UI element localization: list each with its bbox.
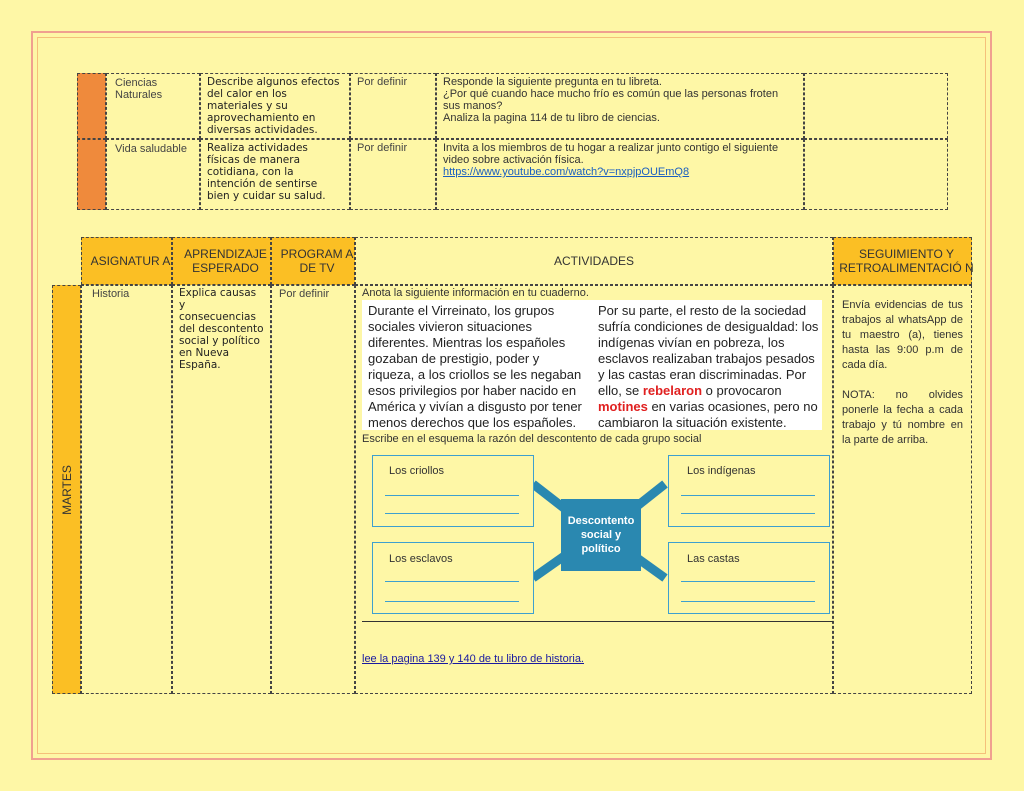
reading-assignment: lee la pagina 139 y 140 de tu libro de historia. bbox=[362, 653, 584, 665]
subject-cell bbox=[81, 285, 172, 694]
header-subject-label: ASIGNATUR A bbox=[90, 254, 171, 268]
instruction-text: Anota la siguiente información en tu cuaderno. bbox=[362, 287, 589, 299]
reading-text-segment: en varias ocasiones, pero no cambiaron la situación existente. bbox=[598, 399, 818, 430]
header-activities-label: ACTIVIDADES bbox=[553, 254, 634, 268]
header-learning bbox=[172, 237, 271, 285]
scheme-box-castas[interactable] bbox=[668, 542, 830, 614]
divider bbox=[362, 621, 833, 622]
day-column bbox=[52, 285, 81, 694]
header-tv-label: PROGRAM A DE TV bbox=[280, 247, 354, 275]
scheme-instruction: Escribe en el esquema la razón del descontento de cada grupo social bbox=[362, 433, 702, 445]
tv-cell bbox=[350, 73, 436, 139]
video-link[interactable]: https://www.youtube.com/watch?v=nxpjpOUEmQ8 bbox=[443, 166, 690, 178]
header-activities bbox=[355, 237, 833, 285]
header-feedback-label: SEGUIMIENTO Y RETROALIMENTACIÓ N bbox=[839, 247, 974, 275]
tv-cell bbox=[271, 285, 355, 694]
reading-text-right bbox=[598, 303, 820, 431]
scheme-center-label: Descontento social y político bbox=[567, 515, 635, 555]
tv-label: Por definir bbox=[279, 288, 330, 300]
feedback-text: Envía evidencias de tus trabajos al whatsApp de tu maestro (a), tienes hasta las 9:00 p.m de cada día. bbox=[842, 299, 963, 371]
scheme-box-label: Los indígenas bbox=[687, 465, 756, 477]
subject-cell bbox=[106, 73, 200, 139]
subject-label: Historia bbox=[92, 288, 130, 300]
subject-cell bbox=[106, 139, 200, 210]
feedback-cell bbox=[804, 139, 948, 210]
keyword-motines: motines bbox=[598, 399, 648, 414]
subject-label: Ciencias Naturales bbox=[115, 77, 163, 101]
tv-label: Por definir bbox=[357, 142, 408, 154]
header-learning-label: APRENDIZAJE ESPERADO bbox=[184, 247, 267, 275]
feedback-cell bbox=[833, 285, 972, 694]
tv-label: Por definir bbox=[357, 76, 408, 88]
scheme-box-label: Los criollos bbox=[389, 465, 445, 477]
scheme-box-label: Las castas bbox=[687, 553, 740, 565]
day-label: MARTES bbox=[59, 464, 74, 515]
learning-text: Describe algunos efectos del calor en los materiales y su aprovechamiento en diversas actividades. bbox=[207, 76, 340, 136]
activity-line: Responde la siguiente pregunta en tu libreta. bbox=[443, 76, 662, 88]
activity-line: Analiza la pagina 114 de tu libro de ciencias. bbox=[443, 112, 660, 124]
row-color-marker bbox=[77, 139, 106, 210]
learning-text: Explica causas y consecuencias del descontento social y político en Nueva España. bbox=[179, 287, 264, 371]
learning-cell bbox=[200, 139, 350, 210]
learning-cell bbox=[172, 285, 271, 694]
activity-line: Invita a los miembros de tu hogar a realizar junto contigo el siguiente video sobre activación física. bbox=[443, 142, 779, 166]
activity-line: ¿Por qué cuando hace mucho frío es común que las personas froten sus manos? bbox=[443, 88, 779, 112]
activity-cell bbox=[436, 139, 804, 210]
scheme-box-esclavos[interactable] bbox=[372, 542, 534, 614]
learning-text: Realiza actividades físicas de manera cotidiana, con la intención de sentirse bien y cuidar su salud. bbox=[207, 142, 326, 202]
scheme-box-indigenas[interactable] bbox=[668, 455, 830, 527]
keyword-rebelaron: rebelaron bbox=[642, 383, 703, 398]
header-feedback bbox=[833, 237, 972, 285]
subject-label: Vida saludable bbox=[115, 143, 187, 155]
activity-cell bbox=[436, 73, 804, 139]
header-tv bbox=[271, 237, 355, 285]
row-color-marker bbox=[77, 73, 106, 139]
reading-textbox bbox=[362, 300, 822, 430]
reading-text-segment: o provocaron bbox=[702, 383, 782, 398]
feedback-cell bbox=[804, 73, 948, 139]
header-subject bbox=[81, 237, 172, 285]
scheme-box-criollos[interactable] bbox=[372, 455, 534, 527]
reading-text-segment: Por su parte, el resto de la sociedad sufría condiciones de desigualdad: los indígenas vivían en pobreza, los esclavos realizaban trabajos pesados y las castas eran discriminadas. Por ello, se bbox=[598, 303, 819, 398]
feedback-note: NOTA: no olvides ponerle la fecha a cada trabajo y tú nombre en la parte de arriba. bbox=[842, 389, 963, 446]
tv-cell bbox=[350, 139, 436, 210]
scheme-box-label: Los esclavos bbox=[389, 553, 453, 565]
learning-cell bbox=[200, 73, 350, 139]
scheme-center-box bbox=[561, 499, 641, 571]
reading-text-left: Durante el Virreinato, los grupos sociales vivieron situaciones diferentes. Mientras los españoles gozaban de prestigio, poder y riqueza, a los criollos se les negaban esos privilegios por haber nacido en América y vivían a disgusto por tener menos derechos que los españoles. bbox=[368, 303, 582, 430]
